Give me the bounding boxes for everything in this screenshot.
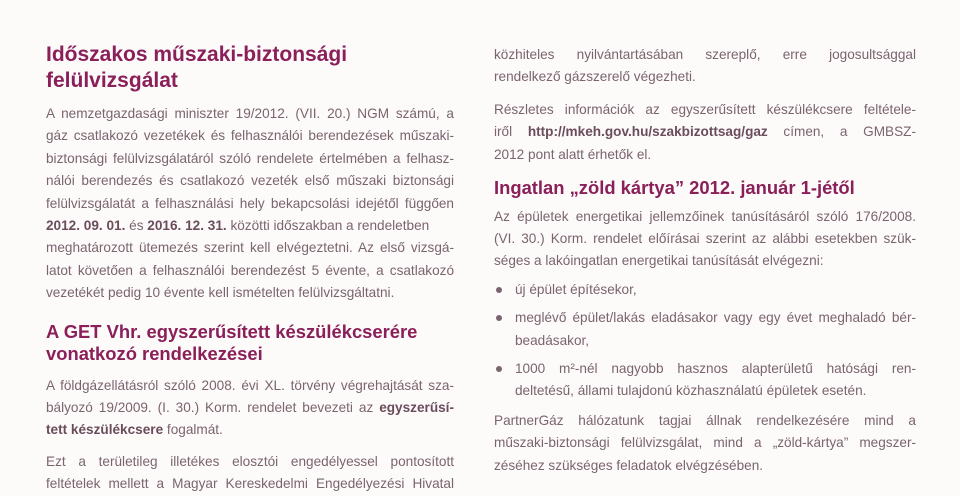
page-title: Időszakos műszaki-biztonsági felülvizsgálat	[46, 43, 348, 92]
mkeh-paragraph	[46, 451, 454, 496]
heading-line: A GET Vhr. egyszerűsített készülékcserére	[46, 320, 418, 342]
text-line: meghatározott ütemezés szerint kell elvégeztetni. Az első vizsgá-	[46, 240, 454, 256]
text-line: beadásakor,	[515, 332, 590, 348]
mkeh-link[interactable]: http://mkeh.gov.hu/szakbizottsag/gaz	[527, 124, 768, 140]
text-line: Részletes információk az egyszerűsített készülékcsere feltétele-	[494, 101, 916, 117]
text-line: biztonsági felülvizsgálatáról szóló rendelete értelmében a felhasz-	[46, 150, 454, 166]
text-line: séges a lakóingatlan energetikai tanúsítását elvégezni:	[494, 253, 824, 269]
get-vhr-paragraph	[46, 375, 454, 442]
date-start: 2012. 09. 01.	[46, 218, 126, 234]
right-column	[494, 0, 916, 477]
text-line: 2012 pont alatt érhetők el.	[494, 146, 652, 162]
list-item	[494, 307, 916, 352]
text-fragment: címen, a GMBSZ-	[767, 124, 916, 140]
left-column	[46, 0, 454, 496]
list-item	[494, 279, 916, 301]
date-end: 2016. 12. 31.	[147, 218, 227, 234]
heading-line: vonatkozó rendelkezései	[46, 343, 263, 365]
text-line: nálói berendezés és csatlakozó vezeték első műszaki biztonsági	[46, 173, 454, 189]
text-line: új épület építésekor,	[515, 281, 637, 297]
text-line: rendelkező gázszerelő végezheti.	[494, 69, 696, 85]
text-line: meglévő épület/lakás eladásakor vagy egy évet meghaladó bér-	[515, 310, 916, 326]
text-line: zéséhez szükséges feladatok elvégzésében.	[494, 457, 764, 473]
text-line: műszaki-biztonsági felülvizsgálat, mind a „zöld-kártya” megszer-	[494, 435, 916, 451]
text-line: Az épületek energetikai jellemzőinek tanúsításáról szóló 176/2008.	[494, 208, 916, 224]
text-line: közhiteles nyilvántartásában szereplő, erre jogosultsággal	[494, 47, 916, 62]
text-fragment: iről	[494, 124, 528, 140]
text-line: deltetésű, állami tulajdonú közhasználatú épületek esetén.	[515, 383, 867, 399]
text-line: Ezt a területileg illetékes elosztói engedélyessel pontosított	[46, 453, 454, 469]
text-line: gáz csatlakozó vezetékek és felhasználói berendezések műszaki-	[46, 128, 454, 144]
text-fragment: közötti időszakban a rendeletben	[226, 218, 430, 234]
text-line	[494, 121, 916, 143]
text-line: A földgázellátásról szóló 2008. évi XL. törvény végrehajtását sza-	[46, 377, 454, 393]
bold-term: egyszerűsí-	[379, 400, 454, 416]
details-paragraph	[494, 99, 916, 166]
text-line	[46, 397, 454, 419]
cases-list	[494, 279, 916, 403]
text-fragment: bályozó 19/2009. (I. 30.) Korm. rendelet bevezeti az	[46, 400, 380, 416]
intro-paragraph	[46, 103, 454, 305]
list-item	[494, 358, 916, 403]
text-line: 1000 m²-nél nagyobb hasznos alapterületű hatósági ren-	[515, 360, 916, 376]
text-line: PartnerGáz hálózatunk tagjai állnak rendelkezésére mind a	[494, 412, 916, 428]
continuation-paragraph	[494, 44, 916, 89]
text-fragment: fogalmát.	[163, 422, 223, 438]
section-heading-get-vhr	[46, 321, 454, 366]
text-line: (VI. 30.) Korm. rendelet előírásai szerint az alábbi esetekben szük-	[494, 230, 916, 246]
text-line: vezetékét pedig 10 évente kell ismételten felülvizsgáltatni.	[46, 285, 395, 301]
text-line: felülvizsgálatát a felhasználási hely bekapcsolási idejétől függően	[46, 195, 454, 211]
text-line: feltételek mellett a Magyar Kereskedelmi Engedélyezési Hivatal	[46, 476, 454, 492]
section-heading-green-card: Ingatlan „zöld kártya” 2012. január 1-jétől	[494, 177, 855, 199]
green-card-paragraph	[494, 206, 916, 273]
text-line	[46, 419, 454, 441]
text-line: A nemzetgazdasági miniszter 19/2012. (VII. 20.) NGM számú, a	[46, 106, 454, 121]
bold-term: tett készülékcsere	[46, 422, 164, 438]
text-line: latot követően a felhasználói berendezést 5 évente, a csatlakozó	[46, 262, 454, 278]
partnergaz-paragraph	[494, 410, 916, 477]
text-line	[46, 215, 454, 237]
date-and: és	[125, 218, 148, 234]
